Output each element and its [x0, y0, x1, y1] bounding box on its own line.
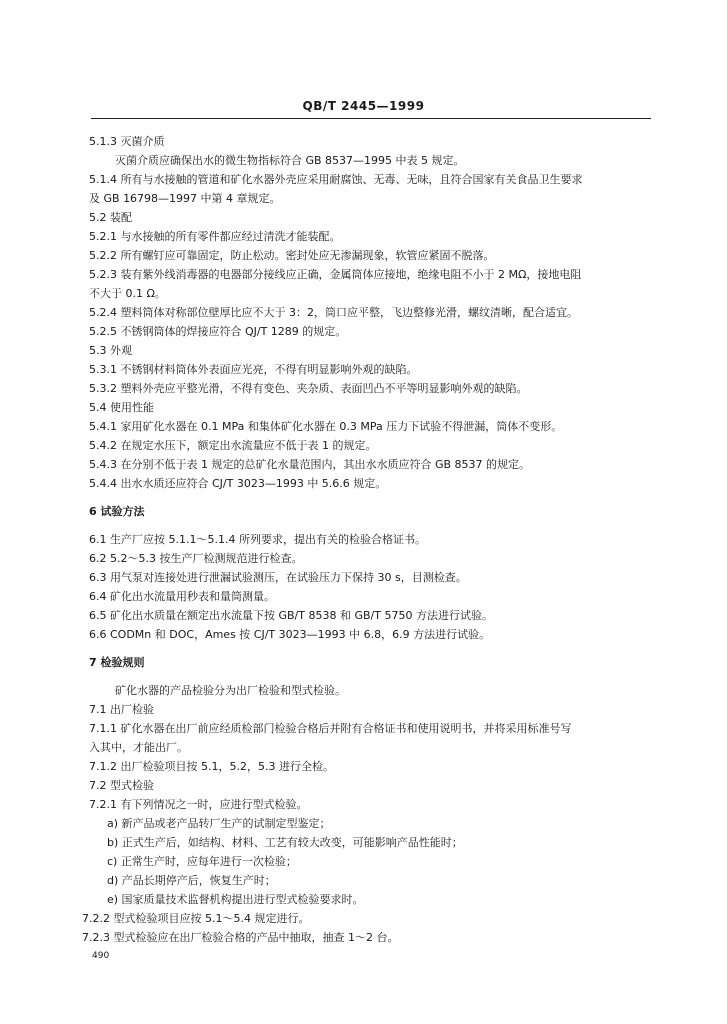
text-line: 5.4.2 在规定水压下，额定出水流量应不低于表 1 的规定。 [89, 439, 377, 452]
text-line: b) 正式生产后，如结构、材料、工艺有较大改变，可能影响产品性能时； [107, 836, 463, 849]
text-line: 6.2 5.2～5.3 按生产厂检测规范进行检查。 [89, 552, 303, 565]
text-line: 灭菌介质应确保出水的微生物指标符合 GB 8537—1995 中表 5 规定。 [115, 154, 465, 167]
text-line: 及 GB 16798—1997 中第 4 章规定。 [89, 192, 281, 205]
text-line: 7.1.1 矿化水器在出厂前应经质检部门检验合格后并附有合格证书和使用说明书，并将采用标准号写 [89, 722, 572, 735]
text-line: 6.3 用气泵对连接处进行泄漏试验测压，在试验压力下保持 30 s，目测检查。 [89, 571, 467, 584]
text-line: 5.3 外观 [89, 344, 132, 357]
text-line: 5.3.2 塑料外壳应平整光滑，不得有变色、夹杂质、表面凹凸不平等明显影响外观的缺陷。 [89, 382, 528, 395]
text-line: e) 国家质量技术监督机构提出进行型式检验要求时。 [107, 893, 364, 906]
text-line: 不大于 0.1 Ω。 [89, 287, 166, 300]
text-line: 6.5 矿化出水质量在额定出水流量下按 GB/T 8538 和 GB/T 5750 方法进行试验。 [89, 609, 493, 622]
text-line: c) 正常生产时，应每年进行一次检验； [107, 855, 297, 868]
text-line: 5.2.4 塑料筒体对称部位壁厚比应不大于 3：2，筒口应平整，飞边整修光滑，螺纹清晰，配合适宜。 [89, 306, 578, 319]
section-heading: 7 检验规则 [89, 656, 145, 669]
text-line: 5.4.1 家用矿化水器在 0.1 MPa 和集体矿化水器在 0.3 MPa 压力下试验不得泄漏，筒体不变形。 [89, 420, 563, 433]
text-line: 7.1 出厂检验 [89, 703, 154, 716]
text-line: 5.1.3 灭菌介质 [89, 135, 165, 148]
text-line: 矿化水器的产品检验分为出厂检验和型式检验。 [115, 684, 346, 697]
text-line: d) 产品长期停产后，恢复生产时； [107, 874, 276, 887]
text-line: 5.2 装配 [89, 211, 132, 224]
text-line: 6.1 生产厂应按 5.1.1～5.1.4 所列要求，提出有关的检验合格证书。 [89, 533, 426, 546]
text-line: 5.1.4 所有与水接触的管道和矿化水器外壳应采用耐腐蚀、无毒、无味，且符合国家有关食品卫生要求 [89, 173, 583, 186]
text-line: 7.2.3 型式检验应在出厂检验合格的产品中抽取，抽查 1～2 台。 [82, 931, 399, 944]
section-heading: 6 试验方法 [89, 505, 145, 518]
text-line: 5.2.5 不锈钢筒体的焊接应符合 QJ/T 1289 的规定。 [89, 325, 347, 338]
text-line: 5.4 使用性能 [89, 401, 154, 414]
text-line: 入其中，才能出厂。 [89, 741, 188, 754]
page-header: QB/T 2445—1999 [302, 99, 425, 113]
text-line: 5.4.3 在分别不低于表 1 规定的总矿化水量范围内，其出水水质应符合 GB 8537 的规定。 [89, 458, 531, 471]
text-line: 5.3.1 不锈钢材料筒体外表面应光亮，不得有明显影响外观的缺陷。 [89, 363, 418, 376]
text-line: 7.2.2 型式检验项目应按 5.1～5.4 规定进行。 [82, 912, 310, 925]
text-line: 6.6 CODMn 和 DOC，Ames 按 CJ/T 3023—1993 中 6.8，6.9 方法进行试验。 [89, 628, 491, 641]
text-line: 5.2.2 所有螺钉应可靠固定，防止松动。密封处应无渗漏现象，软管应紧固不脱落。 [89, 249, 495, 262]
text-line: 7.2.1 有下列情况之一时，应进行型式检验。 [89, 798, 308, 811]
text-line: a) 新产品或老产品转厂生产的试制定型鉴定； [107, 817, 331, 830]
text-line: 5.4.4 出水水质还应符合 CJ/T 3023—1993 中 5.6.6 规定。 [89, 477, 387, 490]
page-number: 490 [92, 951, 110, 961]
text-line: 5.2.1 与水接触的所有零件都应经过清洗才能装配。 [89, 230, 341, 243]
text-line: 7.2 型式检验 [89, 779, 154, 792]
text-line: 6.4 矿化出水流量用秒表和量筒测量。 [89, 590, 275, 603]
text-line: 5.2.3 装有紫外线消毒器的电器部分接线应正确，金属筒体应接地，绝缘电阻不小于 2 MΩ，接地电阻 [89, 268, 582, 281]
text-line: 7.1.2 出厂检验项目按 5.1，5.2，5.3 进行全检。 [89, 760, 334, 773]
